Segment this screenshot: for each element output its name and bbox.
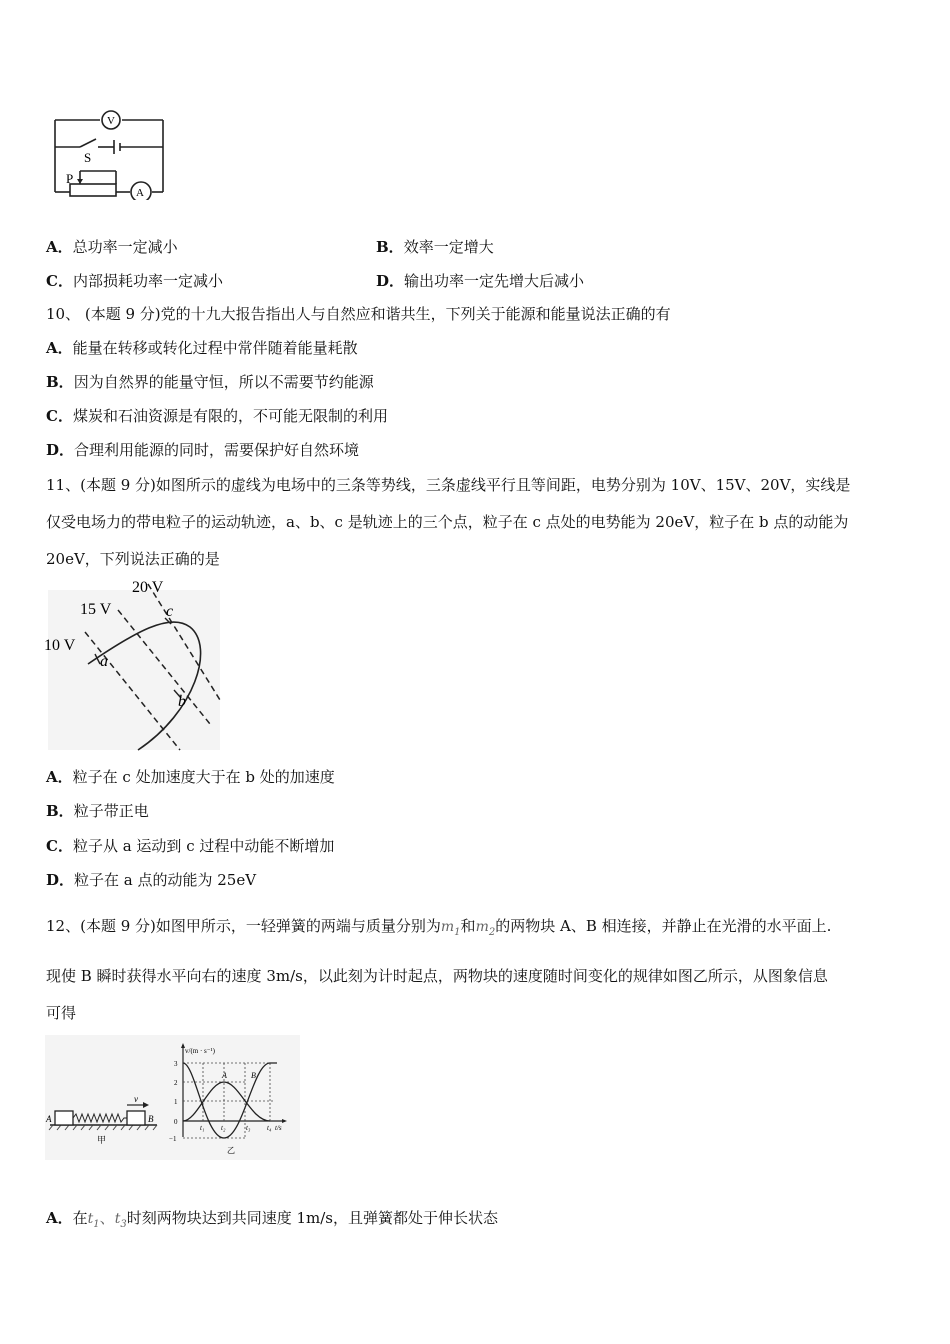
var-t1-sub: 1 xyxy=(93,1218,100,1230)
option-key: C． xyxy=(46,407,73,425)
voltmeter-label: V xyxy=(107,115,115,127)
ammeter-label: A xyxy=(136,187,144,199)
q11-stem-line3: 20eV，下列说法正确的是 xyxy=(46,550,220,568)
option-text: 总功率一定减小 xyxy=(72,238,178,256)
equipotential-figure xyxy=(40,572,225,757)
option-key: D． xyxy=(46,441,75,459)
q9-option-b xyxy=(376,236,494,257)
x-tick-t2: t₂ xyxy=(221,1124,226,1132)
q10-option-d xyxy=(46,440,359,460)
q10-option-a xyxy=(46,338,358,358)
option-key: B． xyxy=(376,238,404,256)
y-tick-3: 3 xyxy=(174,1060,178,1068)
q10-option-c xyxy=(46,406,388,426)
x-axis-label: t/s xyxy=(275,1124,282,1132)
option-text: 粒子在 c 处加速度大于在 b 处的加速度 xyxy=(72,768,335,786)
option-key: D． xyxy=(376,272,405,290)
option-key: B． xyxy=(46,373,74,391)
q11-option-c xyxy=(46,836,334,856)
question-text: (本题 9 分)如图所示的虚线为电场中的三条等势线，三条虚线平行且等间距，电势分别为 10V、15V、20V，实线是 xyxy=(80,476,851,494)
x-tick-t3: t₃ xyxy=(246,1124,251,1132)
var-t1-base: t xyxy=(87,1211,94,1227)
point-b: b xyxy=(178,693,186,710)
q10-option-b xyxy=(46,372,374,392)
option-text: 能量在转移或转化过程中常伴随着能量耗散 xyxy=(72,339,358,357)
figure-caption-yi: 乙 xyxy=(227,1146,235,1155)
y-axis-label: v/(m · s⁻¹) xyxy=(185,1047,215,1055)
var-t3-base: t xyxy=(114,1211,121,1227)
curve-b-label: B xyxy=(251,1071,256,1080)
question-number: 12、 xyxy=(46,917,81,935)
switch-label: S xyxy=(84,150,92,165)
option-text: 粒子在 a 点的动能为 25eV xyxy=(74,871,257,889)
question-text: (本题 9 分)党的十九大报告指出人与自然应和谐共生，下列关于能源和能量说法正确的有 xyxy=(84,305,671,323)
option-pre: 在 xyxy=(72,1209,88,1227)
q11-option-d xyxy=(46,870,256,890)
var-t3 xyxy=(114,1211,127,1230)
point-c: c xyxy=(166,603,174,620)
rheostat-label: P xyxy=(66,171,74,186)
y-tick-0: 0 xyxy=(174,1118,178,1126)
velocity-label: v xyxy=(134,1094,138,1104)
spring-blocks-figure xyxy=(45,1035,165,1160)
q11-option-a xyxy=(46,767,335,787)
var-m1-base: m xyxy=(440,919,455,935)
y-tick-neg1: −1 xyxy=(169,1135,177,1143)
option-text: 粒子带正电 xyxy=(73,802,149,820)
q9-option-d xyxy=(376,270,584,291)
block-b-shape xyxy=(127,1111,145,1125)
option-text: 内部损耗功率一定减小 xyxy=(72,272,223,290)
q11-option-b xyxy=(46,801,149,821)
point-a: a xyxy=(100,653,108,670)
block-a-shape xyxy=(55,1111,73,1125)
option-text: 煤炭和石油资源是有限的，不可能无限制的利用 xyxy=(72,407,388,425)
q10-stem xyxy=(46,304,671,324)
option-key: B． xyxy=(46,802,74,820)
question-number: 10、 xyxy=(46,305,81,323)
and-text: 和 xyxy=(460,917,476,935)
x-tick-t4: t₄ xyxy=(267,1124,272,1132)
block-a-label: A xyxy=(46,1114,52,1124)
option-key: D． xyxy=(46,871,75,889)
q9-option-c xyxy=(46,270,223,291)
option-key: A． xyxy=(46,768,73,786)
question-number: 11、 xyxy=(46,476,81,494)
q12-stem-line3: 可得 xyxy=(46,1004,77,1022)
curve-a-label: A xyxy=(222,1071,227,1080)
var-m2 xyxy=(475,919,496,938)
figure-caption-jia: 甲 xyxy=(97,1136,107,1146)
option-key: A． xyxy=(46,1209,73,1227)
block-b-label: B xyxy=(148,1114,154,1124)
q12-option-a xyxy=(46,1208,498,1235)
y-tick-1: 1 xyxy=(174,1098,178,1106)
option-text: 因为自然界的能量守恒，所以不需要节约能源 xyxy=(73,373,374,391)
option-text: 时刻两物块达到共同速度 1m/s，且弹簧都处于伸长状态 xyxy=(126,1209,498,1227)
q12-stem-line2: 现使 B 瞬时获得水平向右的速度 3m/s，以此刻为计时起点，两物块的速度随时间变化的规律如图乙所示，从图象信息 xyxy=(46,967,828,985)
q11-stem-line2: 仅受电场力的带电粒子的运动轨迹，a、b、c 是轨迹上的三个点，粒子在 c 点处的电势能为 20eV，粒子在 b 点的动能为 xyxy=(46,513,849,531)
option-sep: 、 xyxy=(99,1209,115,1227)
option-key: A． xyxy=(46,238,73,256)
option-text: 合理利用能源的同时，需要保护好自然环境 xyxy=(74,441,360,459)
label-15v: 15 V xyxy=(80,601,112,618)
question-text: (本题 9 分)如图甲所示，一轻弹簧的两端与质量分别为 xyxy=(80,917,441,935)
var-m2-sub: 2 xyxy=(488,926,496,938)
option-text: 粒子从 a 运动到 c 过程中动能不断增加 xyxy=(72,837,335,855)
option-key: C． xyxy=(46,837,73,855)
velocity-time-graph xyxy=(165,1035,300,1160)
question-text-cont: 的两物块 A、B 相连接，并静止在光滑的水平面上. xyxy=(495,917,832,935)
var-m2-base: m xyxy=(475,919,489,935)
x-tick-t1: t₁ xyxy=(200,1124,205,1132)
circuit-diagram xyxy=(50,105,170,200)
option-text: 效率一定增大 xyxy=(403,238,494,256)
label-20v: 20 V xyxy=(132,579,164,596)
var-t3-sub: 3 xyxy=(120,1218,127,1230)
option-text: 输出功率一定先增大后减小 xyxy=(404,272,585,290)
q11-stem-line1 xyxy=(46,475,850,495)
q12-stem-line1 xyxy=(46,916,831,943)
option-key: A． xyxy=(46,339,73,357)
q9-option-a xyxy=(46,236,178,257)
var-t1 xyxy=(87,1211,100,1230)
y-tick-2: 2 xyxy=(174,1079,178,1087)
var-m1 xyxy=(440,919,461,938)
option-key: C． xyxy=(46,272,73,290)
label-10v: 10 V xyxy=(44,637,76,654)
var-m1-sub: 1 xyxy=(454,926,461,938)
